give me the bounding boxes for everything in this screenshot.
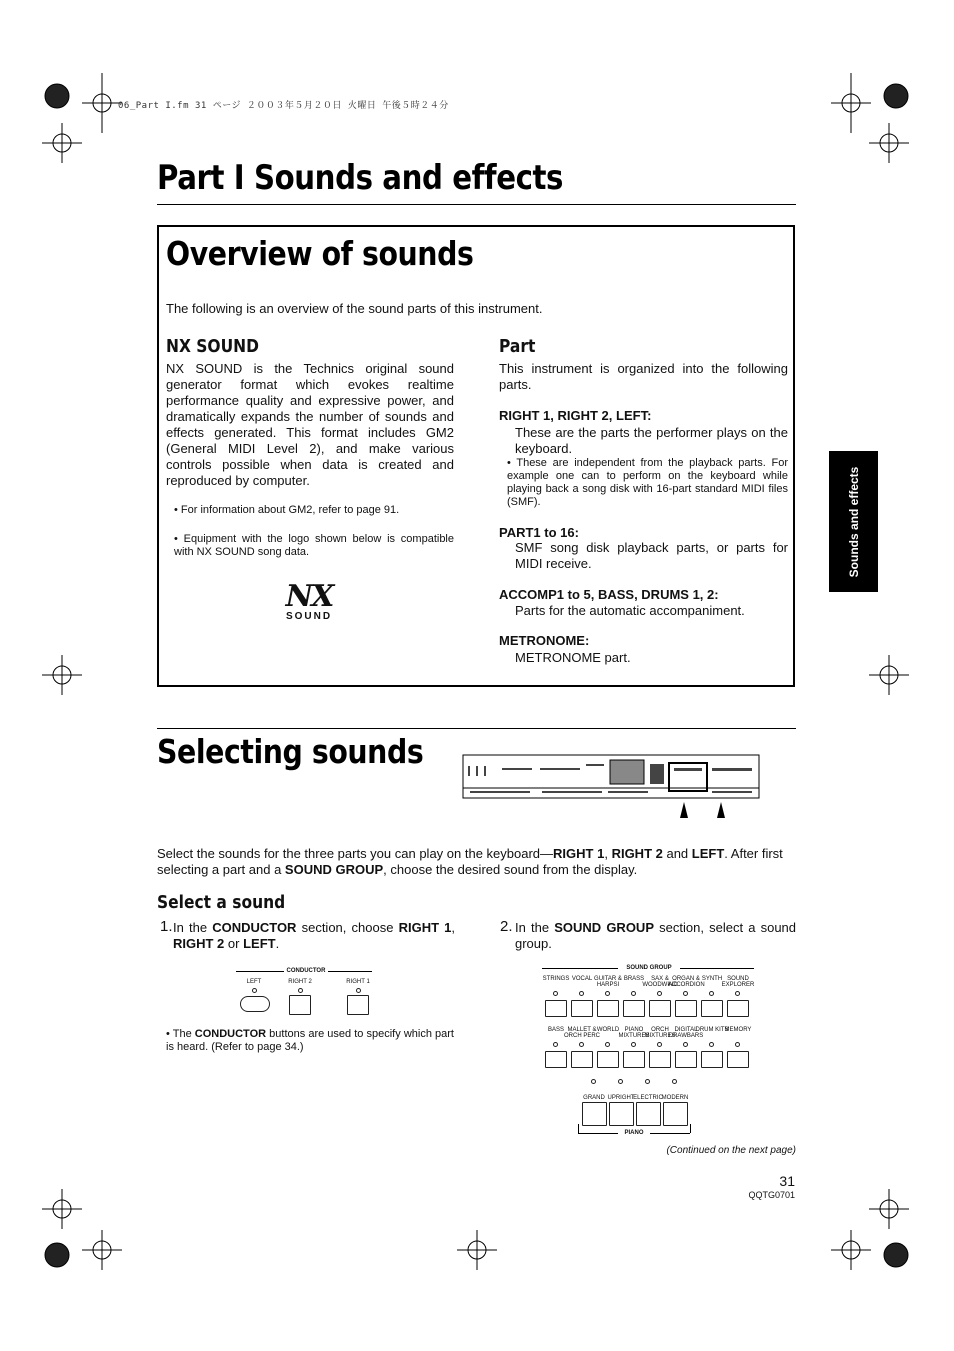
- conductor-label-right2: RIGHT 2: [288, 979, 312, 985]
- sound-group-row2-button[interactable]: [623, 1051, 645, 1068]
- piano-label: PIANO: [624, 1130, 644, 1136]
- selecting-intro: Select the sounds for the three parts you can play on the keyboard—RIGHT 1, RIGHT 2 and LEFT. After first selecting a part and a SOUND GROUP, choose the desired sound from the display.: [157, 846, 783, 877]
- sound-group-row1-button[interactable]: [545, 1000, 567, 1017]
- sound-group-row2-led: [735, 1042, 740, 1047]
- sound-group-row1-led: [683, 991, 688, 996]
- piano-label-2: ELECTRIC: [633, 1095, 663, 1101]
- overview-intro: The following is an overview of the sound parts of this instrument.: [166, 301, 543, 316]
- nx-note-gm2: • For information about GM2, refer to page 91.: [174, 504, 400, 516]
- page-number: 31: [779, 1173, 795, 1189]
- sound-group-title: SOUND GROUP: [626, 965, 672, 971]
- sound-group-row1-led: [735, 991, 740, 996]
- piano-button[interactable]: [663, 1102, 688, 1126]
- sound-group-row2-label: WORLD: [596, 1027, 620, 1033]
- conductor-title: CONDUCTOR: [286, 968, 326, 974]
- sound-group-row1-led: [709, 991, 714, 996]
- sound-group-row1-label: GUITAR & HARPSI: [594, 976, 622, 988]
- conductor-button-right2[interactable]: [289, 995, 311, 1015]
- conductor-led-right2: [298, 988, 303, 993]
- piano-label-3: MODERN: [661, 1095, 689, 1101]
- conductor-label-left: LEFT: [246, 979, 262, 985]
- conductor-led-right1: [356, 988, 361, 993]
- step2-number: 2.: [500, 918, 513, 935]
- conductor-label-right1: RIGHT 1: [346, 979, 370, 985]
- sound-group-row1-led: [579, 991, 584, 996]
- sound-group-row2-button[interactable]: [545, 1051, 567, 1068]
- sound-group-panel: [538, 962, 758, 1142]
- side-tab: Sounds and effects: [829, 451, 878, 592]
- piano-led: [645, 1079, 650, 1084]
- conductor-note: • The CONDUCTOR buttons are used to specify which part is heard. (Refer to page 34.): [166, 1028, 454, 1053]
- piano-button[interactable]: [609, 1102, 634, 1126]
- sound-group-row2-button[interactable]: [675, 1051, 697, 1068]
- sound-group-row2-button[interactable]: [571, 1051, 593, 1068]
- item-head-right: RIGHT 1, RIGHT 2, LEFT:: [499, 408, 652, 423]
- part-title: Part I Sounds and effects: [157, 158, 564, 198]
- sound-group-row2-led: [631, 1042, 636, 1047]
- item-head-part: PART1 to 16:: [499, 525, 579, 540]
- piano-label-1: UPRIGHT: [607, 1095, 635, 1101]
- part-intro: This instrument is organized into the following parts.: [499, 361, 788, 392]
- sound-group-row2-led: [657, 1042, 662, 1047]
- nx-sound-heading: NX SOUND: [166, 336, 259, 357]
- step1-text: In the CONDUCTOR section, choose RIGHT 1, RIGHT 2 or LEFT.: [173, 920, 456, 951]
- sound-group-row1-led: [631, 991, 636, 996]
- item-body-accomp: Parts for the automatic accompaniment.: [515, 603, 745, 618]
- sound-group-row1-label: STRINGS: [542, 976, 570, 982]
- sound-group-row2-button[interactable]: [727, 1051, 749, 1068]
- item-head-accomp: ACCOMP1 to 5, BASS, DRUMS 1, 2:: [499, 587, 719, 602]
- sound-group-row2-label: ORCH MIXTURES: [644, 1027, 676, 1039]
- selecting-rule: [157, 728, 796, 729]
- item-note-right: • These are independent from the playback parts. For example one can to perform on the keyboard while playing back a song disk with 16-part standard MIDI files (SMF).: [507, 457, 788, 508]
- piano-led: [591, 1079, 596, 1084]
- sound-group-row2-label: MEMORY: [724, 1027, 752, 1033]
- step2-text: In the SOUND GROUP section, select a sound group.: [515, 920, 797, 951]
- sound-group-row2-label: BASS: [547, 1027, 564, 1033]
- piano-button[interactable]: [636, 1102, 661, 1126]
- part-heading: Part: [499, 336, 536, 357]
- file-meta-line: 06_Part I.fm 31 ページ ２００３年５月２０日 火曜日 午後５時２４分: [118, 101, 449, 111]
- sound-group-row2-button[interactable]: [649, 1051, 671, 1068]
- sound-group-row2-led: [683, 1042, 688, 1047]
- sound-group-row1-button[interactable]: [727, 1000, 749, 1017]
- sound-group-row1-label: BRASS: [623, 976, 645, 982]
- sound-group-row2-label: DRUM KITS: [695, 1027, 729, 1033]
- sound-group-row2-led: [579, 1042, 584, 1047]
- nx-note-logo: • Equipment with the logo shown below is compatible with NX SOUND song data.: [174, 533, 454, 558]
- sound-group-row2-label: DIGITAL DRAWBARS: [668, 1027, 704, 1039]
- item-body-metronome: METRONOME part.: [515, 650, 631, 665]
- sound-group-row1-button[interactable]: [701, 1000, 723, 1017]
- sound-group-row1-led: [657, 991, 662, 996]
- sound-group-row1-label: ORGAN & ACCORDION: [668, 976, 705, 988]
- overview-title: Overview of sounds: [166, 234, 474, 273]
- doc-code: QQTG0701: [748, 1190, 795, 1200]
- sound-group-row2-led: [709, 1042, 714, 1047]
- title-rule: [157, 204, 796, 205]
- sound-group-row2-led: [605, 1042, 610, 1047]
- sound-group-row1-button[interactable]: [649, 1000, 671, 1017]
- keyboard-panel-illustration: [462, 754, 762, 822]
- select-a-sound-heading: Select a sound: [157, 892, 286, 913]
- nx-sound-logo: NX SOUND: [285, 579, 333, 622]
- piano-label-0: GRAND: [583, 1095, 605, 1101]
- continued-note: (Continued on the next page): [666, 1145, 796, 1156]
- sound-group-row2-button[interactable]: [597, 1051, 619, 1068]
- sound-group-row2-led: [553, 1042, 558, 1047]
- conductor-button-right1[interactable]: [347, 995, 369, 1015]
- sound-group-row2-label: MALLET & ORCH PERC: [564, 1027, 601, 1039]
- piano-led: [618, 1079, 623, 1084]
- item-body-right: These are the parts the performer plays on the keyboard.: [515, 425, 788, 456]
- piano-button[interactable]: [582, 1102, 607, 1126]
- piano-led: [672, 1079, 677, 1084]
- sound-group-row1-label: SAX & WOODWIND: [642, 976, 678, 988]
- sound-group-row1-button[interactable]: [623, 1000, 645, 1017]
- item-body-part: SMF song disk playback parts, or parts for MIDI receive.: [515, 540, 788, 571]
- item-head-metronome: METRONOME:: [499, 633, 590, 648]
- conductor-panel: [236, 966, 376, 1018]
- conductor-button-left[interactable]: [240, 996, 270, 1012]
- sound-group-row2-button[interactable]: [701, 1051, 723, 1068]
- conductor-led-left: [252, 988, 257, 993]
- sound-group-row1-button[interactable]: [571, 1000, 593, 1017]
- nx-sound-body: NX SOUND is the Technics original sound generator format which evokes realtime performance quality and expressive power, and dramatically expands the number of sounds and effects generated. This format includes GM2 (General MIDI Level 2), and make various controls possible when data is created and reproduced by computer.: [166, 361, 454, 488]
- sound-group-row1-button[interactable]: [597, 1000, 619, 1017]
- sound-group-row1-label: VOCAL: [571, 976, 593, 982]
- sound-group-row1-led: [553, 991, 558, 996]
- sound-group-row2-label: PIANO MIXTURES: [618, 1027, 650, 1039]
- sound-group-row1-led: [605, 991, 610, 996]
- sound-group-row1-label: SOUND EXPLORER: [721, 976, 755, 988]
- step1-number: 1.: [160, 918, 173, 935]
- selecting-title: Selecting sounds: [157, 732, 424, 771]
- sound-group-row1-label: SYNTH: [701, 976, 723, 982]
- sound-group-row1-button[interactable]: [675, 1000, 697, 1017]
